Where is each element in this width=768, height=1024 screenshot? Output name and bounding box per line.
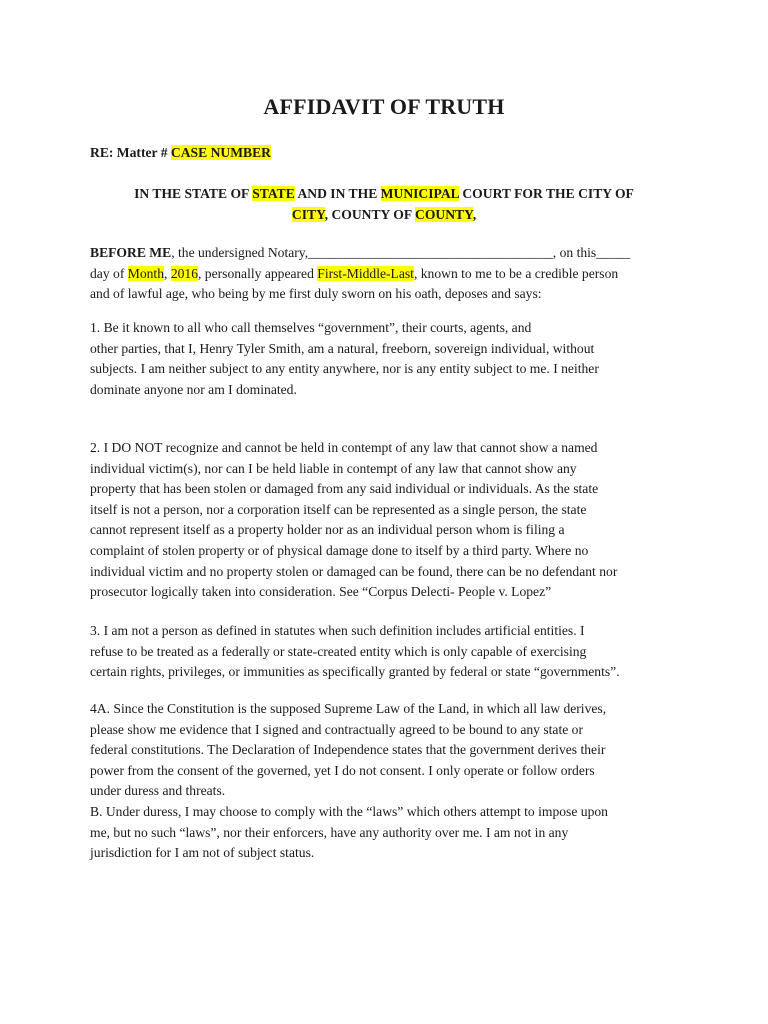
before-me-label: BEFORE ME — [90, 245, 172, 260]
paragraph-line: 4A. Since the Constitution is the supposed Supreme Law of the Land, in which all law derives, — [90, 701, 607, 716]
paragraph-line: power from the consent of the governed, yet I do not consent. I only operate or follow orders — [90, 762, 595, 778]
paragraph-line: certain rights, privileges, or immunities as specifically granted by federal or state “governments”. — [90, 664, 620, 680]
paragraph-line: jurisdiction for I am not of subject status. — [90, 845, 315, 861]
notary-text: , — [164, 265, 171, 281]
paragraph-line: federal constitutions. The Declaration of Independence states that the government derives their — [90, 742, 606, 758]
court-heading-line-1 — [0, 183, 768, 204]
court-text: , — [472, 207, 477, 222]
municipal-field: MUNICIPAL — [380, 186, 459, 201]
paragraph-line: please show me evidence that I signed and contractually agreed to be bound to any state or — [90, 721, 583, 737]
court-heading-line-2 — [0, 204, 768, 225]
court-text: IN THE STATE OF — [134, 186, 253, 201]
matter-label: RE: Matter # — [90, 145, 171, 160]
paragraph-line: dominate anyone nor am I dominated. — [90, 381, 297, 397]
court-text: AND IN THE — [294, 186, 381, 201]
paragraph-line: B. Under duress, I may choose to comply with the “laws” which others attempt to impose upon — [90, 803, 608, 819]
case-number-field: CASE NUMBER — [170, 145, 271, 160]
year-field: 2016 — [170, 265, 198, 281]
court-heading — [0, 183, 768, 225]
notary-text: , known to me to be a credible person — [413, 265, 619, 281]
notary-text: , personally appeared — [198, 265, 318, 281]
notary-paragraph — [90, 243, 690, 305]
paragraph-line: me, but no such “laws”, nor their enforcers, have any authority over me. I am not in any — [90, 824, 569, 840]
notary-text: day of — [90, 265, 128, 281]
paragraph-line: itself is not a person, nor a corporation itself can be represented as a single person, the state — [90, 501, 587, 517]
paragraph-line: under duress and threats. — [90, 783, 226, 799]
paragraph-4 — [90, 699, 690, 864]
court-text: COURT FOR THE CITY OF — [458, 186, 634, 201]
paragraph-line: 1. Be it known to all who call themselves “government”, their courts, agents, and — [90, 320, 532, 335]
paragraph-line: property that has been stolen or damaged from any said individual or individuals. As the state — [90, 481, 599, 497]
paragraph-line: prosecutor logically taken into consideration. See “Corpus Delecti- People v. Lopez” — [90, 584, 552, 600]
paragraph-line: refuse to be treated as a federally or state-created entity which is only capable of exercising — [90, 643, 587, 659]
paragraph-1 — [90, 318, 690, 400]
state-field: STATE — [252, 186, 295, 201]
paragraph-line: individual victim and no property stolen or damaged can be found, there can be no defendant nor — [90, 563, 618, 579]
name-field: First-Middle-Last — [317, 265, 414, 281]
notary-line-2 — [90, 264, 690, 285]
city-field: CITY — [291, 207, 325, 222]
paragraph-line: 2. I DO NOT recognize and cannot be held in contempt of any law that cannot show a named — [90, 440, 598, 455]
notary-line-3: and of lawful age, who being by me first duly sworn on his oath, deposes and says: — [90, 286, 542, 302]
paragraph-3 — [90, 621, 690, 683]
paragraph-2 — [90, 438, 690, 603]
document-title: AFFIDAVIT OF TRUTH — [263, 94, 505, 119]
paragraph-line: other parties, that I, Henry Tyler Smith, am a natural, freeborn, sovereign individual, without — [90, 340, 595, 356]
county-field: COUNTY — [415, 207, 473, 222]
paragraph-line: subjects. I am neither subject to any entity anywhere, nor is any entity subject to me. I neither — [90, 361, 599, 377]
paragraph-line: complaint of stolen property or of physical damage done to itself by a third party. Where no — [90, 542, 589, 558]
paragraph-line: 3. I am not a person as defined in statutes when such definition includes artificial entities. I — [90, 623, 585, 638]
month-field: Month — [127, 265, 165, 281]
court-text: , COUNTY OF — [324, 207, 416, 222]
paragraph-line: cannot represent itself as a property holder nor as an individual person whom is filing a — [90, 522, 565, 538]
paragraph-line: individual victim(s), nor can I be held liable in contempt of any law that cannot show any — [90, 460, 577, 476]
notary-text: , the undersigned Notary,____________________________________, on this_____ — [171, 245, 631, 260]
notary-line-1 — [90, 243, 690, 264]
matter-line — [90, 145, 271, 161]
